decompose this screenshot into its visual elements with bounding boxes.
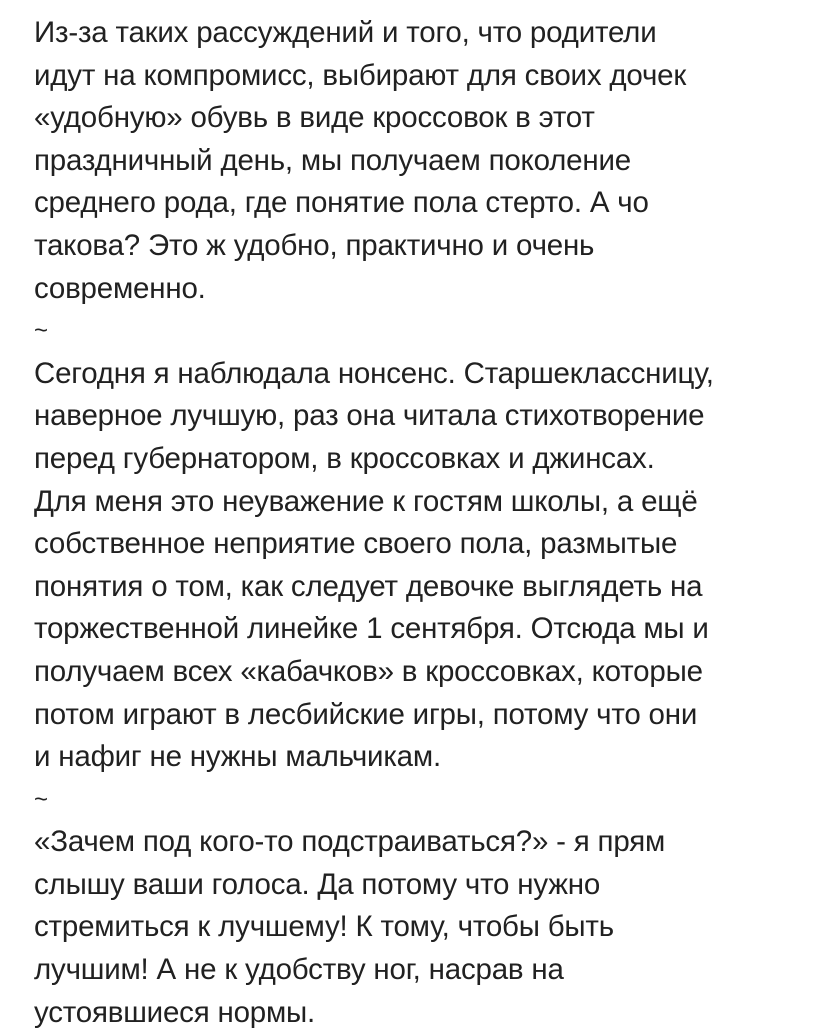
text-line: понятия о том, как следует девочке выглядеть на [34, 569, 703, 603]
text-line: современно. [34, 271, 206, 305]
text-line: «удобную» обувь в виде кроссовок в этот [34, 101, 595, 135]
text-line: торжественной линейке 1 сентября. Отсюда мы и [34, 612, 709, 646]
paragraph-3 [34, 821, 804, 1034]
text-line: наверное лучшую, раз она читала стихотворение [34, 399, 705, 433]
paragraph-2 [34, 353, 804, 779]
text-line: лучшим! А не к удобству ног, насрав на [34, 953, 564, 987]
text-line: слышу ваши голоса. Да потому что нужно [34, 867, 601, 901]
text-line: и нафиг не нужны мальчикам. [34, 740, 441, 774]
text-line: Из-за таких рассуждений и того, что родители [34, 16, 657, 49]
text-line: праздничный день, мы получаем поколение [34, 143, 631, 177]
text-line: «Зачем под кого-то подстраиваться?» - я прям [34, 825, 666, 859]
text-line: Для меня это неуважение к гостям школы, а ещё [34, 484, 698, 518]
text-line: получаем всех «кабачков» в кроссовках, которые [34, 654, 703, 688]
text-line: перед губернатором, в кроссовках и джинсах. [34, 441, 655, 475]
text-line: такова? Это ж удобно, практично и очень [34, 228, 595, 262]
text-line: стремиться к лучшему! К тому, чтобы быть [34, 910, 614, 944]
post-text [34, 12, 804, 1034]
tilde-separator: ~ [34, 785, 48, 813]
text-line: собственное неприятие своего пола, размытые [34, 527, 678, 561]
tilde-separator: ~ [34, 317, 48, 345]
text-line: Сегодня я наблюдала нонсенс. Старшеклассницу, [34, 356, 714, 390]
paragraph-1 [34, 12, 804, 310]
text-line: среднего рода, где понятие пола стерто. А чо [34, 186, 649, 220]
text-line: идут на компромисс, выбирают для своих дочек [34, 58, 687, 92]
text-line: устоявшиеся нормы. [34, 995, 316, 1029]
text-line: потом играют в лесбийские игры, потому что они [34, 697, 698, 731]
